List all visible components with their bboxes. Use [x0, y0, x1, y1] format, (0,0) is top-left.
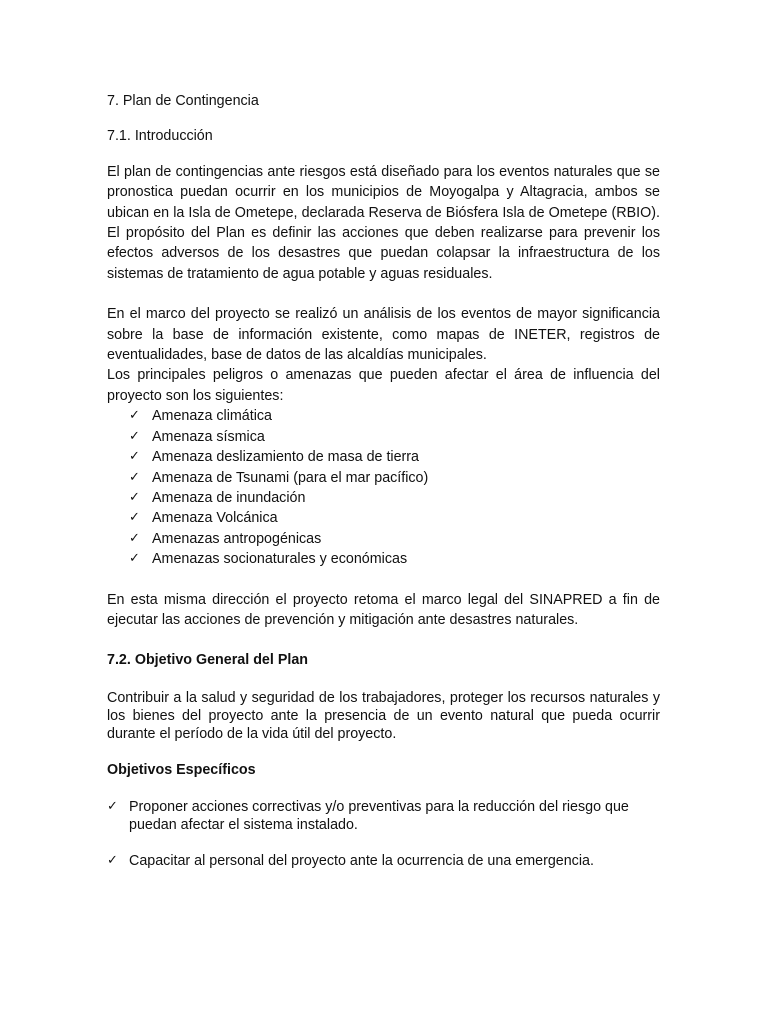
list-item: ✓ Amenazas socionaturales y económicas [129, 549, 660, 569]
checkmark-icon: ✓ [129, 510, 140, 526]
checkmark-icon: ✓ [129, 449, 140, 465]
checkmark-icon: ✓ [129, 469, 140, 485]
checkmark-icon: ✓ [129, 408, 140, 424]
checkmark-icon: ✓ [129, 530, 140, 546]
list-item: ✓ Amenaza deslizamiento de masa de tierra [129, 447, 660, 467]
checkmark-icon: ✓ [129, 489, 140, 505]
objective-paragraph: Contribuir a la salud y seguridad de los trabajadores, proteger los recursos naturales y los bienes del proyecto ante la presencia de un evento natural que pueda ocurrir durante el período de la vida útil del proyecto. [107, 689, 660, 742]
threats-intro: Los principales peligros o amenazas que pueden afectar el área de influencia del proyecto son los siguientes: [107, 367, 660, 404]
list-item: ✓ Amenaza sísmica [129, 427, 660, 447]
intro-heading: 7.1. Introducción [107, 128, 213, 145]
section-title: 7. Plan de Contingencia [107, 93, 259, 109]
threats-list [107, 406, 660, 569]
specific-objectives-heading: Objetivos Específicos [107, 761, 256, 778]
list-item: ✓ Amenaza de Tsunami (para el mar pacífico) [129, 468, 660, 488]
document-page [107, 91, 660, 870]
intro-paragraph: El plan de contingencias ante riesgos está diseñado para los eventos naturales que se pronostica puedan ocurrir en los municipios de Moyogalpa y Altagracia, ambos se ubican en la Isla de Ometepe, declarada Reserva de Biósfera Isla de Ometepe (RBIO). El propósito del Plan es definir las acciones que deben realizarse para prevenir los efectos adversos de los desastres que puedan colapsar la infraestructura de los sistemas de tratamiento de agua potable y aguas residuales. [107, 163, 660, 282]
list-item: ✓ Amenaza Volcánica [129, 508, 660, 528]
list-item: ✓ Amenaza climática [129, 406, 660, 426]
checkmark-icon: ✓ [107, 853, 118, 869]
legal-paragraph: En esta misma dirección el proyecto retoma el marco legal del SINAPRED a fin de ejecutar las acciones de prevención y mitigación ante desastres naturales. [107, 591, 660, 628]
list-item: ✓ Capacitar al personal del proyecto ante la ocurrencia de una emergencia. [107, 853, 594, 870]
list-item: ✓ Amenaza de inundación [129, 488, 660, 508]
checkmark-icon: ✓ [129, 428, 140, 444]
list-item: ✓ Proponer acciones correctivas y/o preventivas para la reducción del riesgo que puedan afectar el sistema instalado. [107, 799, 629, 834]
list-item: ✓ Amenazas antropogénicas [129, 529, 660, 549]
analysis-paragraph: En el marco del proyecto se realizó un análisis de los eventos de mayor significancia sobre la base de información existente, como mapas de INETER, registros de eventualidades, base de datos de las alcaldías municipales. [107, 306, 660, 364]
checkmark-icon: ✓ [107, 799, 118, 815]
objective-heading: 7.2. Objetivo General del Plan [107, 652, 309, 669]
specific-objectives-list [107, 798, 660, 870]
checkmark-icon: ✓ [129, 551, 140, 567]
